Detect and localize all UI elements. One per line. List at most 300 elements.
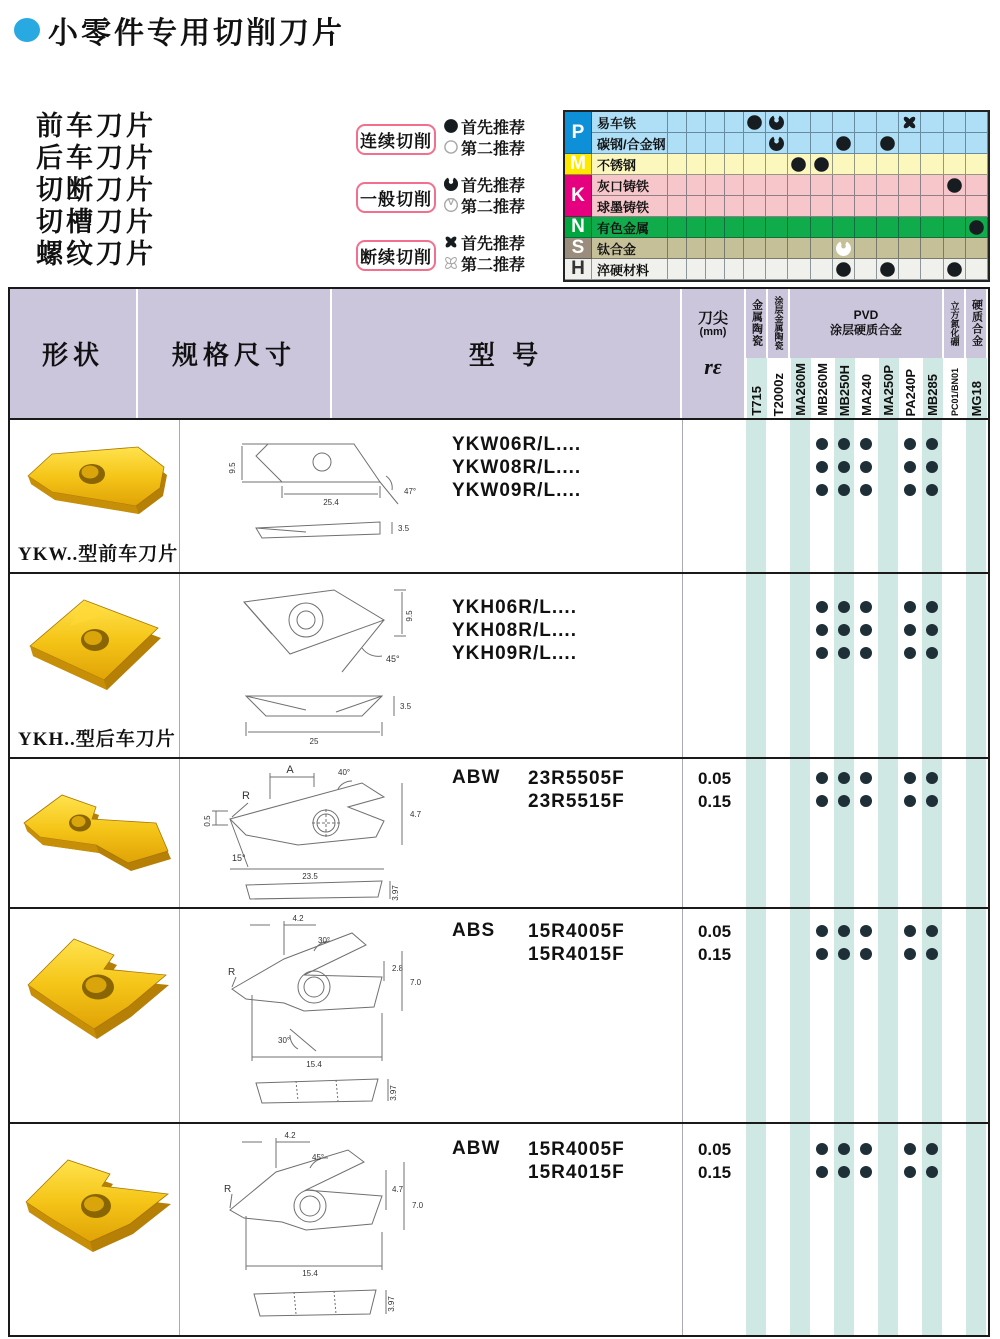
header-grades — [746, 289, 988, 418]
legend-first-choice: 首先推荐 — [443, 118, 525, 139]
svg-text:3.5: 3.5 — [400, 702, 412, 711]
grade-dots-cell — [746, 759, 988, 907]
svg-text:3.97: 3.97 — [387, 1296, 396, 1312]
grade-stripe — [966, 420, 986, 572]
table-header — [10, 289, 988, 420]
material-name: 钛合金 — [592, 238, 668, 259]
dimension-drawing-ykw — [186, 422, 436, 568]
grade-label: PA240P — [903, 368, 918, 416]
recommendation-dot-MA240 — [860, 624, 872, 636]
material-grade-cell — [899, 217, 921, 238]
material-grade-cell — [833, 196, 855, 217]
grade-stripe — [790, 909, 810, 1122]
material-grade-cell — [687, 196, 706, 217]
grade-label: PC01/BN01 — [950, 367, 960, 416]
recommendation-dot-MA240 — [860, 1166, 872, 1178]
nose-radius-value: 0.15 — [697, 792, 732, 811]
recommendation-dot-MB285 — [926, 461, 938, 473]
grade-stripe — [856, 909, 876, 1122]
svg-text:R: R — [224, 1184, 232, 1195]
material-grade-cell — [877, 196, 899, 217]
svg-text:25: 25 — [309, 737, 319, 746]
nose-radius-cell — [682, 574, 746, 757]
grade-stripe — [878, 1124, 898, 1335]
legend-cutting-mode: 断续切削 — [356, 240, 436, 271]
material-grade-cell — [811, 112, 833, 133]
model-list — [452, 433, 581, 502]
material-grade-cell — [966, 133, 988, 154]
material-grade-cell — [687, 112, 706, 133]
insert-photo-cell — [10, 1124, 180, 1335]
material-grade-cell — [855, 238, 877, 259]
first-choice-icon — [443, 118, 459, 139]
insert-photo-cell — [10, 420, 180, 572]
insert-caption: YKW..型前车刀片 — [18, 544, 179, 565]
svg-text:9.5: 9.5 — [228, 462, 237, 474]
grade-dots-cell — [746, 909, 988, 1122]
material-class-S: S — [565, 238, 592, 259]
insert-type-item: 螺纹刀片 — [36, 239, 156, 269]
material-grade-cell — [744, 196, 766, 217]
model-prefix: ABW — [452, 1138, 501, 1159]
recommendation-mark-MA250P — [877, 259, 899, 280]
material-grade-cell — [725, 133, 744, 154]
recommendation-dot-PA240P — [904, 772, 916, 784]
material-class-N: N — [565, 217, 592, 238]
recommendation-mark-PA240P — [899, 112, 921, 133]
recommendation-dot-MB260M — [816, 438, 828, 450]
grade-dots-cell — [746, 420, 988, 572]
recommendation-dot-MB285 — [926, 624, 938, 636]
grade-column-T2000z — [769, 358, 789, 418]
model-number: 23R5505F — [528, 768, 625, 789]
svg-text:7.0: 7.0 — [412, 1201, 424, 1210]
svg-text:3.97: 3.97 — [391, 885, 400, 901]
grade-stripe — [878, 909, 898, 1122]
recommendation-dot-PA240P — [904, 647, 916, 659]
nose-label: 刀尖 — [697, 310, 728, 327]
material-grade-cell — [744, 238, 766, 259]
dims-and-model-cell — [180, 420, 682, 572]
nose-unit: (mm) — [699, 326, 727, 338]
table-row — [10, 420, 988, 572]
legend-second-choice: 第二推荐 — [443, 197, 525, 218]
grade-column-MB260M — [813, 358, 833, 418]
svg-text:47°: 47° — [404, 487, 417, 496]
material-grade-cell — [725, 238, 744, 259]
material-grade-cell — [788, 196, 810, 217]
material-name: 有色金属 — [592, 217, 668, 238]
model-number: YKH09R/L.... — [452, 643, 577, 664]
recommendation-mark-MB250H — [833, 238, 855, 259]
grade-stripe — [944, 420, 964, 572]
grade-stripe — [834, 1124, 854, 1335]
insert-image-abs15 — [10, 909, 176, 1079]
grade-stripe — [900, 1124, 920, 1335]
material-grade-cell — [706, 112, 725, 133]
grade-stripe — [944, 909, 964, 1122]
material-name: 灰口铸铁 — [592, 175, 668, 196]
material-grade-cell — [833, 112, 855, 133]
insert-photo-cell — [10, 574, 180, 757]
recommendation-dot-MB285 — [926, 772, 938, 784]
grade-dots-cell — [746, 1124, 988, 1335]
recommendation-dot-MB285 — [926, 925, 938, 937]
recommendation-dot-MB250H — [838, 795, 850, 807]
svg-text:25.4: 25.4 — [323, 498, 339, 507]
recommendation-dot-MB250H — [838, 1166, 850, 1178]
grade-column-MA240 — [857, 358, 877, 418]
grade-group-label: 立方氮化硼 — [944, 289, 966, 358]
material-grade-cell — [899, 175, 921, 196]
material-grade-cell — [725, 196, 744, 217]
header-dims: 规格尺寸 — [138, 289, 332, 418]
recommendation-mark-PC01/BN01 — [944, 175, 966, 196]
legend-second-choice: 第二推荐 — [443, 139, 525, 160]
recommendation-dot-PA240P — [904, 948, 916, 960]
recommendation-dot-MB260M — [816, 624, 828, 636]
model-number: 15R4005F — [528, 1139, 625, 1160]
nose-radius-value: 0.05 — [697, 922, 732, 941]
nose-radius-value: 0.05 — [697, 769, 732, 788]
svg-text:30°: 30° — [318, 936, 331, 945]
material-grade-cell — [921, 217, 943, 238]
svg-text:4.7: 4.7 — [410, 810, 422, 819]
table-row — [10, 1122, 988, 1335]
grade-stripe — [878, 420, 898, 572]
material-grade-cell — [766, 259, 788, 280]
nose-radius-cell — [682, 420, 746, 572]
grade-stripe — [746, 909, 766, 1122]
svg-text:9.5: 9.5 — [405, 610, 414, 622]
material-grade-cell — [725, 175, 744, 196]
grade-label: T715 — [749, 386, 764, 416]
material-grade-cell — [668, 133, 687, 154]
grade-stripe — [746, 759, 766, 907]
svg-text:3.97: 3.97 — [389, 1085, 398, 1101]
recommendation-dot-MA240 — [860, 438, 872, 450]
grade-group-label: 硬质合金 — [966, 289, 988, 358]
recommendation-dot-MB285 — [926, 601, 938, 613]
material-grade-cell — [766, 217, 788, 238]
svg-text:30°: 30° — [278, 1036, 291, 1045]
grade-stripe — [966, 909, 986, 1122]
recommendation-dot-MA240 — [860, 461, 872, 473]
grade-column-MA250P — [879, 358, 899, 418]
recommendation-mark-MB250H — [833, 133, 855, 154]
material-class-H: H — [565, 259, 592, 280]
recommendation-mark-T2000z — [766, 112, 788, 133]
recommendation-mark-T715 — [744, 112, 766, 133]
material-grade-cell — [766, 154, 788, 175]
grade-stripe — [790, 574, 810, 757]
grade-stripe — [966, 574, 986, 757]
material-grade-cell — [668, 217, 687, 238]
material-grade-cell — [855, 175, 877, 196]
grade-stripe — [922, 1124, 942, 1335]
recommendation-dot-MA240 — [860, 772, 872, 784]
recommendation-dot-MA240 — [860, 647, 872, 659]
material-grade-cell — [706, 238, 725, 259]
dims-and-model-cell — [180, 574, 682, 757]
material-grade-cell — [706, 154, 725, 175]
legend-group — [356, 118, 525, 160]
cutting-legend — [356, 118, 525, 292]
nose-radius-cell — [682, 759, 746, 907]
model-number: YKH06R/L.... — [452, 597, 577, 618]
grade-column-T715 — [747, 358, 767, 418]
material-grade-cell — [944, 238, 966, 259]
svg-text:15.4: 15.4 — [306, 1060, 322, 1069]
material-grade-cell — [788, 238, 810, 259]
grade-stripe — [944, 759, 964, 907]
second-choice-icon — [443, 255, 459, 276]
material-grade-cell — [687, 217, 706, 238]
recommendation-dot-MB250H — [838, 461, 850, 473]
material-grade-cell — [944, 217, 966, 238]
material-grade-cell — [921, 112, 943, 133]
insert-photo-cell — [10, 759, 180, 907]
insert-caption: YKH..型后车刀片 — [18, 729, 176, 750]
grade-label: MG18 — [969, 380, 984, 416]
material-grade-cell — [706, 133, 725, 154]
grade-stripe — [768, 420, 788, 572]
recommendation-dot-PA240P — [904, 461, 916, 473]
material-grade-cell — [921, 175, 943, 196]
material-grade-cell — [855, 196, 877, 217]
model-number: 15R4005F — [528, 921, 625, 942]
material-grade-cell — [668, 154, 687, 175]
material-class-K: K — [565, 175, 592, 217]
grade-stripe — [966, 759, 986, 907]
material-grade-cell — [921, 259, 943, 280]
svg-text:15.4: 15.4 — [302, 1269, 318, 1278]
grade-stripe — [768, 759, 788, 907]
legend-group — [356, 234, 525, 276]
material-grade-cell — [766, 175, 788, 196]
material-grade-cell — [944, 133, 966, 154]
recommendation-dot-MB285 — [926, 1143, 938, 1155]
grade-stripe — [812, 1124, 832, 1335]
grade-stripe — [746, 574, 766, 757]
grade-column-PC01-BN01 — [945, 358, 965, 418]
grade-stripe — [768, 909, 788, 1122]
nose-radius-value: 0.05 — [697, 1140, 732, 1159]
svg-text:23.5: 23.5 — [302, 872, 318, 881]
material-grade-cell — [687, 175, 706, 196]
material-grade-cell — [811, 238, 833, 259]
insert-type-item: 切断刀片 — [36, 175, 156, 205]
model-number: YKW09R/L.... — [452, 480, 582, 501]
title-bullet-icon — [14, 18, 40, 42]
recommendation-dot-MB250H — [838, 647, 850, 659]
grade-stripe — [790, 1124, 810, 1335]
recommendation-dot-MB250H — [838, 1143, 850, 1155]
recommendation-mark-MA260M — [788, 154, 810, 175]
material-grade-cell — [725, 259, 744, 280]
material-grade-cell — [725, 154, 744, 175]
svg-text:4.2: 4.2 — [292, 914, 304, 923]
material-grade-cell — [921, 238, 943, 259]
legend-second-choice: 第二推荐 — [443, 255, 525, 276]
grade-label: MB260M — [815, 363, 830, 416]
material-grade-cell — [811, 133, 833, 154]
recommendation-dot-PA240P — [904, 484, 916, 496]
material-grade-cell — [706, 175, 725, 196]
material-grade-cell — [899, 196, 921, 217]
first-choice-icon — [443, 234, 459, 255]
model-prefix: ABS — [452, 920, 496, 941]
recommendation-dot-MB285 — [926, 484, 938, 496]
material-grade-cell — [966, 238, 988, 259]
material-grade-cell — [877, 217, 899, 238]
grades-table — [8, 287, 990, 1337]
recommendation-dot-MB260M — [816, 461, 828, 473]
recommendation-dot-MB250H — [838, 484, 850, 496]
material-grade-cell — [855, 154, 877, 175]
model-number: 15R4015F — [528, 944, 625, 965]
material-grade-cell — [966, 196, 988, 217]
grade-column-MG18 — [967, 358, 987, 418]
material-grade-cell — [788, 175, 810, 196]
recommendation-dot-MA240 — [860, 948, 872, 960]
material-grade-cell — [944, 112, 966, 133]
grade-stripe — [768, 1124, 788, 1335]
grade-column-MB250H — [835, 358, 855, 418]
recommendation-dot-PA240P — [904, 1166, 916, 1178]
material-grade-cell — [744, 259, 766, 280]
model-list — [528, 767, 625, 813]
table-row — [10, 907, 988, 1122]
grade-column-MA260M — [791, 358, 811, 418]
recommendation-dot-PA240P — [904, 624, 916, 636]
insert-image-ykh — [10, 574, 176, 724]
recommendation-mark-PC01/BN01 — [944, 259, 966, 280]
material-grade-cell — [766, 238, 788, 259]
second-choice-icon — [443, 139, 459, 160]
dims-and-model-cell — [180, 909, 682, 1122]
recommendation-dot-MB260M — [816, 647, 828, 659]
legend-group — [356, 176, 525, 218]
grade-stripe — [878, 574, 898, 757]
material-name: 球墨铸铁 — [592, 196, 668, 217]
second-choice-icon — [443, 197, 459, 218]
material-grade-cell — [833, 217, 855, 238]
grade-label: MA260M — [793, 363, 808, 416]
svg-text:3.5: 3.5 — [398, 524, 410, 533]
svg-text:45°: 45° — [312, 1153, 325, 1162]
header-model: 型 号 — [332, 289, 682, 418]
insert-photo-cell — [10, 909, 180, 1122]
recommendation-dot-MB260M — [816, 601, 828, 613]
svg-text:15°: 15° — [232, 853, 246, 863]
recommendation-dot-MB260M — [816, 772, 828, 784]
nose-radius-cell — [682, 909, 746, 1122]
material-grade-cell — [668, 175, 687, 196]
grade-stripe — [900, 909, 920, 1122]
material-grade-cell — [833, 154, 855, 175]
material-name: 淬硬材料 — [592, 259, 668, 280]
grade-group-pvd: PVD 涂层硬质合金 — [790, 289, 944, 358]
material-name: 不锈钢 — [592, 154, 668, 175]
recommendation-dot-MB260M — [816, 484, 828, 496]
grade-label: MA250P — [881, 365, 896, 416]
material-grade-cell — [811, 175, 833, 196]
recommendation-dot-PA240P — [904, 438, 916, 450]
grade-column-MB285 — [923, 358, 943, 418]
recommendation-dot-MB260M — [816, 1143, 828, 1155]
recommendation-dot-MB250H — [838, 601, 850, 613]
grade-label: MB285 — [925, 374, 940, 416]
material-grade-cell — [899, 154, 921, 175]
dims-and-model-cell — [180, 1124, 682, 1335]
material-grade-cell — [899, 238, 921, 259]
svg-text:40°: 40° — [338, 768, 351, 777]
page-title — [14, 8, 345, 52]
recommendation-dot-MB250H — [838, 925, 850, 937]
legend-first-choice: 首先推荐 — [443, 234, 525, 255]
grade-label-band — [747, 358, 987, 418]
svg-text:7.0: 7.0 — [410, 978, 422, 987]
grade-stripe — [790, 759, 810, 907]
material-grade-cell — [725, 217, 744, 238]
grade-group-band — [746, 289, 988, 358]
material-name: 碳钢/合金钢 — [592, 133, 668, 154]
material-grade-cell — [744, 154, 766, 175]
material-grade-cell — [668, 259, 687, 280]
material-grade-cell — [899, 259, 921, 280]
model-number: 23R5515F — [528, 791, 625, 812]
grade-stripe — [790, 420, 810, 572]
legend-cutting-mode: 连续切削 — [356, 124, 436, 155]
recommendation-dot-MB250H — [838, 772, 850, 784]
recommendation-dot-MB250H — [838, 948, 850, 960]
model-list — [452, 596, 577, 665]
grade-stripe — [834, 909, 854, 1122]
material-grade-cell — [944, 196, 966, 217]
header-nose-radius — [682, 289, 746, 418]
material-grade-cell — [766, 196, 788, 217]
model-prefix: ABW — [452, 767, 501, 788]
material-grade-cell — [687, 133, 706, 154]
material-grade-cell — [744, 175, 766, 196]
recommendation-dot-MB260M — [816, 1166, 828, 1178]
recommendation-mark-MG18 — [966, 217, 988, 238]
table-row — [10, 757, 988, 907]
material-grade-cell — [706, 259, 725, 280]
dimension-drawing-abw15 — [186, 1126, 436, 1334]
material-grade-cell — [944, 154, 966, 175]
recommendation-dot-PA240P — [904, 1143, 916, 1155]
materials-table — [563, 110, 990, 282]
svg-text:45°: 45° — [386, 654, 400, 664]
grade-stripe — [878, 759, 898, 907]
model-number: YKH08R/L.... — [452, 620, 577, 641]
svg-text:0.5: 0.5 — [203, 815, 212, 827]
material-grade-cell — [811, 217, 833, 238]
recommendation-mark-T2000z — [766, 133, 788, 154]
insert-image-abw23 — [10, 759, 176, 889]
material-grade-cell — [855, 133, 877, 154]
grade-stripe — [944, 1124, 964, 1335]
insert-image-ykw — [10, 420, 176, 538]
recommendation-dot-MB250H — [838, 624, 850, 636]
model-number: 15R4015F — [528, 1162, 625, 1183]
recommendation-dot-MB285 — [926, 647, 938, 659]
model-list — [528, 1138, 625, 1184]
recommendation-dot-MB260M — [816, 795, 828, 807]
grade-stripe — [746, 420, 766, 572]
